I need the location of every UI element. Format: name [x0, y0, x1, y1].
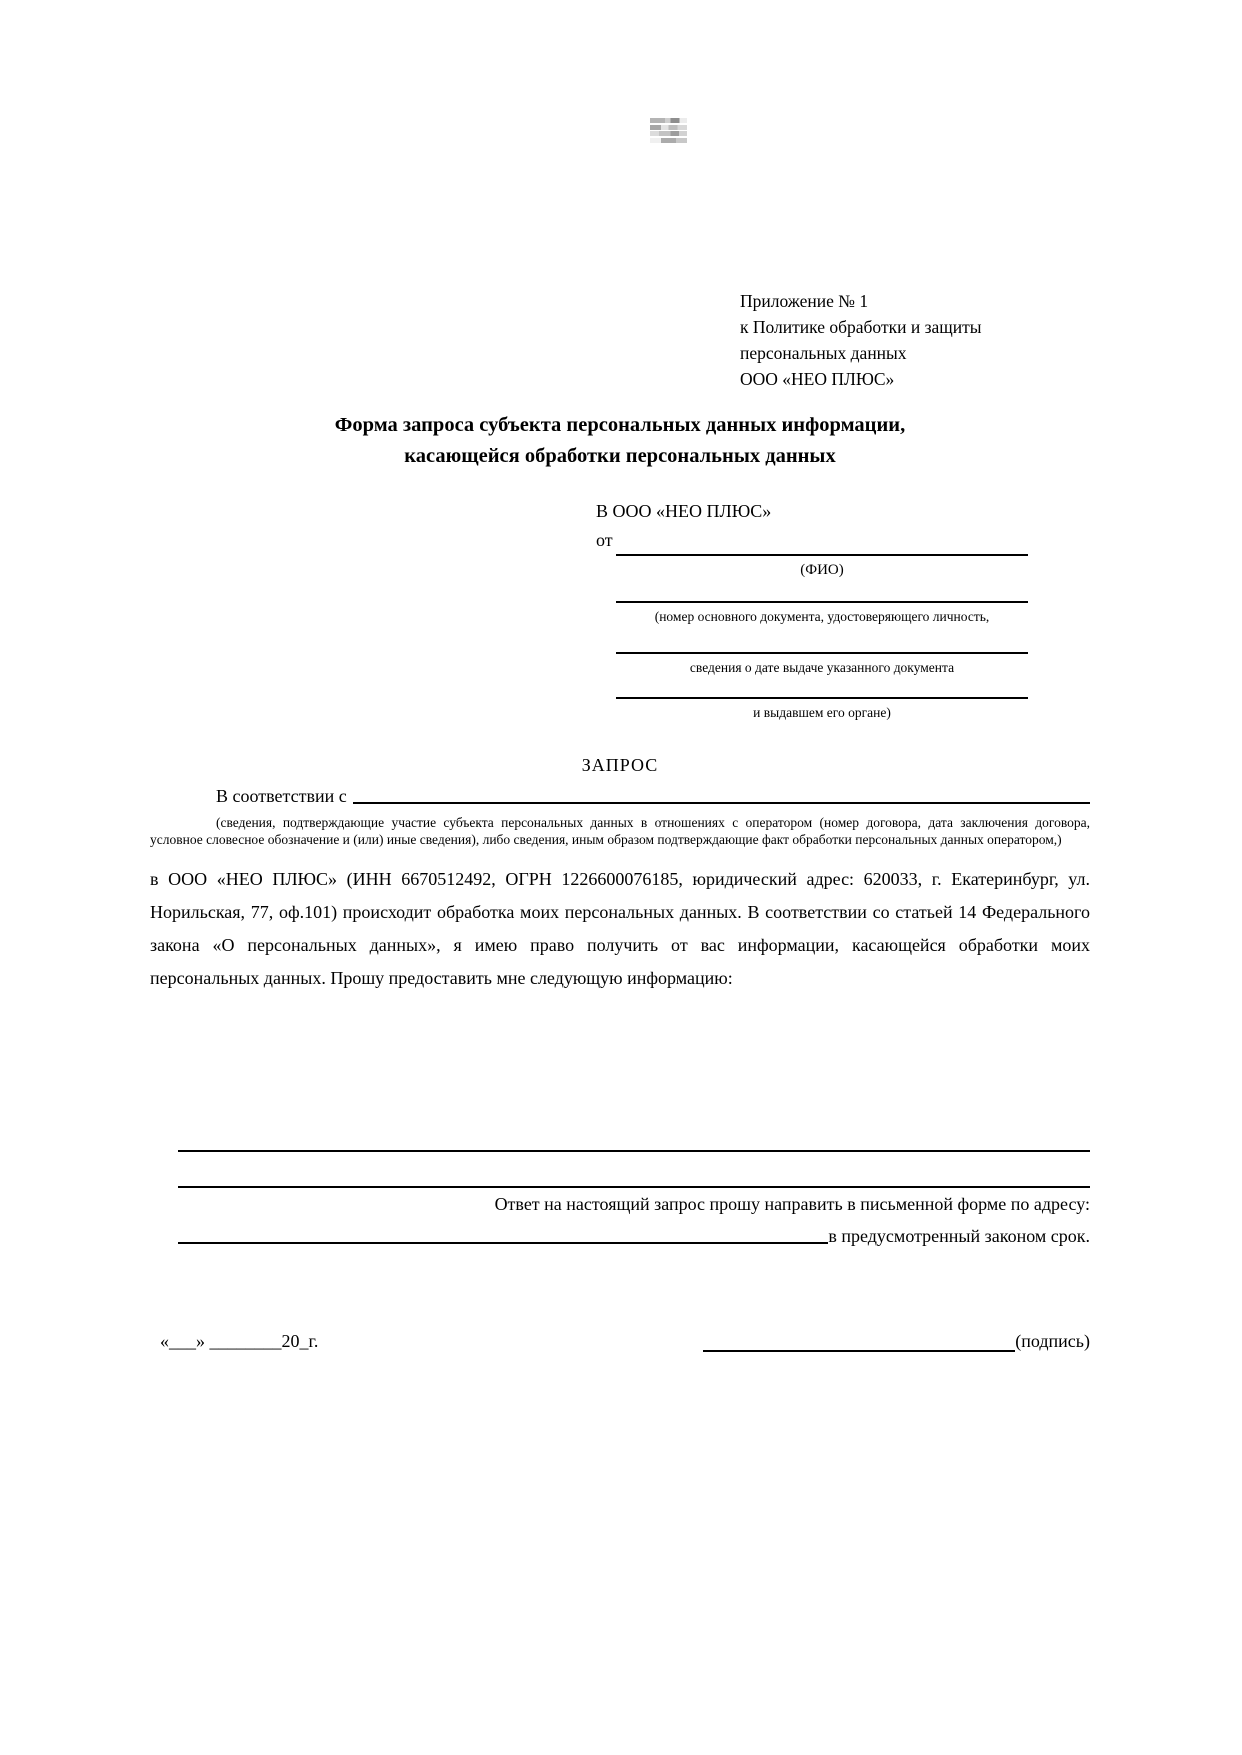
request-heading: ЗАПРОС	[581, 755, 659, 775]
issue-date-caption: сведения о дате выдаче указанного документа	[689, 660, 955, 675]
document-title	[150, 410, 1090, 472]
reply-term-text: в предусмотренный законом срок.	[828, 1226, 1090, 1246]
information-blank-line-1	[178, 1150, 1090, 1152]
addressee-to: В ООО «НЕО ПЛЮС»	[596, 501, 772, 521]
issue-date-blank-line	[616, 652, 1028, 654]
addressee-from-label: от	[596, 530, 613, 550]
issuing-authority-blank-line	[616, 697, 1028, 699]
annex-block	[740, 288, 982, 392]
reply-term-row	[178, 1226, 1090, 1247]
request-intro-row	[150, 786, 1090, 807]
reply-address-blank-line	[178, 1226, 828, 1244]
document-number-blank-line	[616, 601, 1028, 603]
signature-row	[160, 1330, 1090, 1352]
blurred-logo-image	[650, 118, 687, 143]
document-title-line2: касающейся обработки персональных данных	[404, 445, 836, 467]
document-number-caption: (номер основного документа, удостоверяющего личность,	[654, 609, 990, 624]
document-title-line1: Форма запроса субъекта персональных данных информации,	[334, 414, 906, 436]
reply-address-line: Ответ на настоящий запрос прошу направить в письменной форме по адресу:	[494, 1194, 1090, 1214]
request-footnote: (сведения, подтверждающие участие субъекта персональных данных в отношениях с оператором (номер договора, дата заключения договора, условное словесное обозначение и (или) иные сведения), либо сведения, иным образом подтверждающие факт обработки персональных данных оператором,)	[150, 815, 1090, 847]
fio-caption: (ФИО)	[800, 562, 844, 578]
information-blank-line-2	[178, 1186, 1090, 1188]
date-blank-text: «___» ________20_г.	[160, 1331, 319, 1351]
annex-line: Приложение № 1	[740, 291, 869, 311]
signature-caption: (подпись)	[1015, 1331, 1090, 1351]
issuing-authority-caption: и выдавшем его органе)	[753, 705, 891, 720]
annex-line: к Политике обработки и защиты	[740, 317, 982, 337]
fio-blank-line	[616, 554, 1028, 556]
signature-blank-line	[703, 1330, 1015, 1352]
request-body-paragraph: в ООО «НЕО ПЛЮС» (ИНН 6670512492, ОГРН 1226600076185, юридический адрес: 620033, г. Екатеринбург, ул. Норильская, 77, оф.101) происходит обработка моих персональных данных. В соответствии со статьей 14 Федерального закона «О персональных данных», я имею право получить от вас информации, касающейся обработки моих персональных данных. Прошу предоставить мне следующую информацию:	[150, 869, 1090, 988]
annex-line: ООО «НЕО ПЛЮС»	[740, 369, 895, 389]
annex-line: персональных данных	[740, 343, 907, 363]
request-intro-blank-line	[353, 786, 1090, 804]
request-intro-text: В соответствии с	[216, 786, 347, 806]
signature-group	[703, 1330, 1090, 1352]
